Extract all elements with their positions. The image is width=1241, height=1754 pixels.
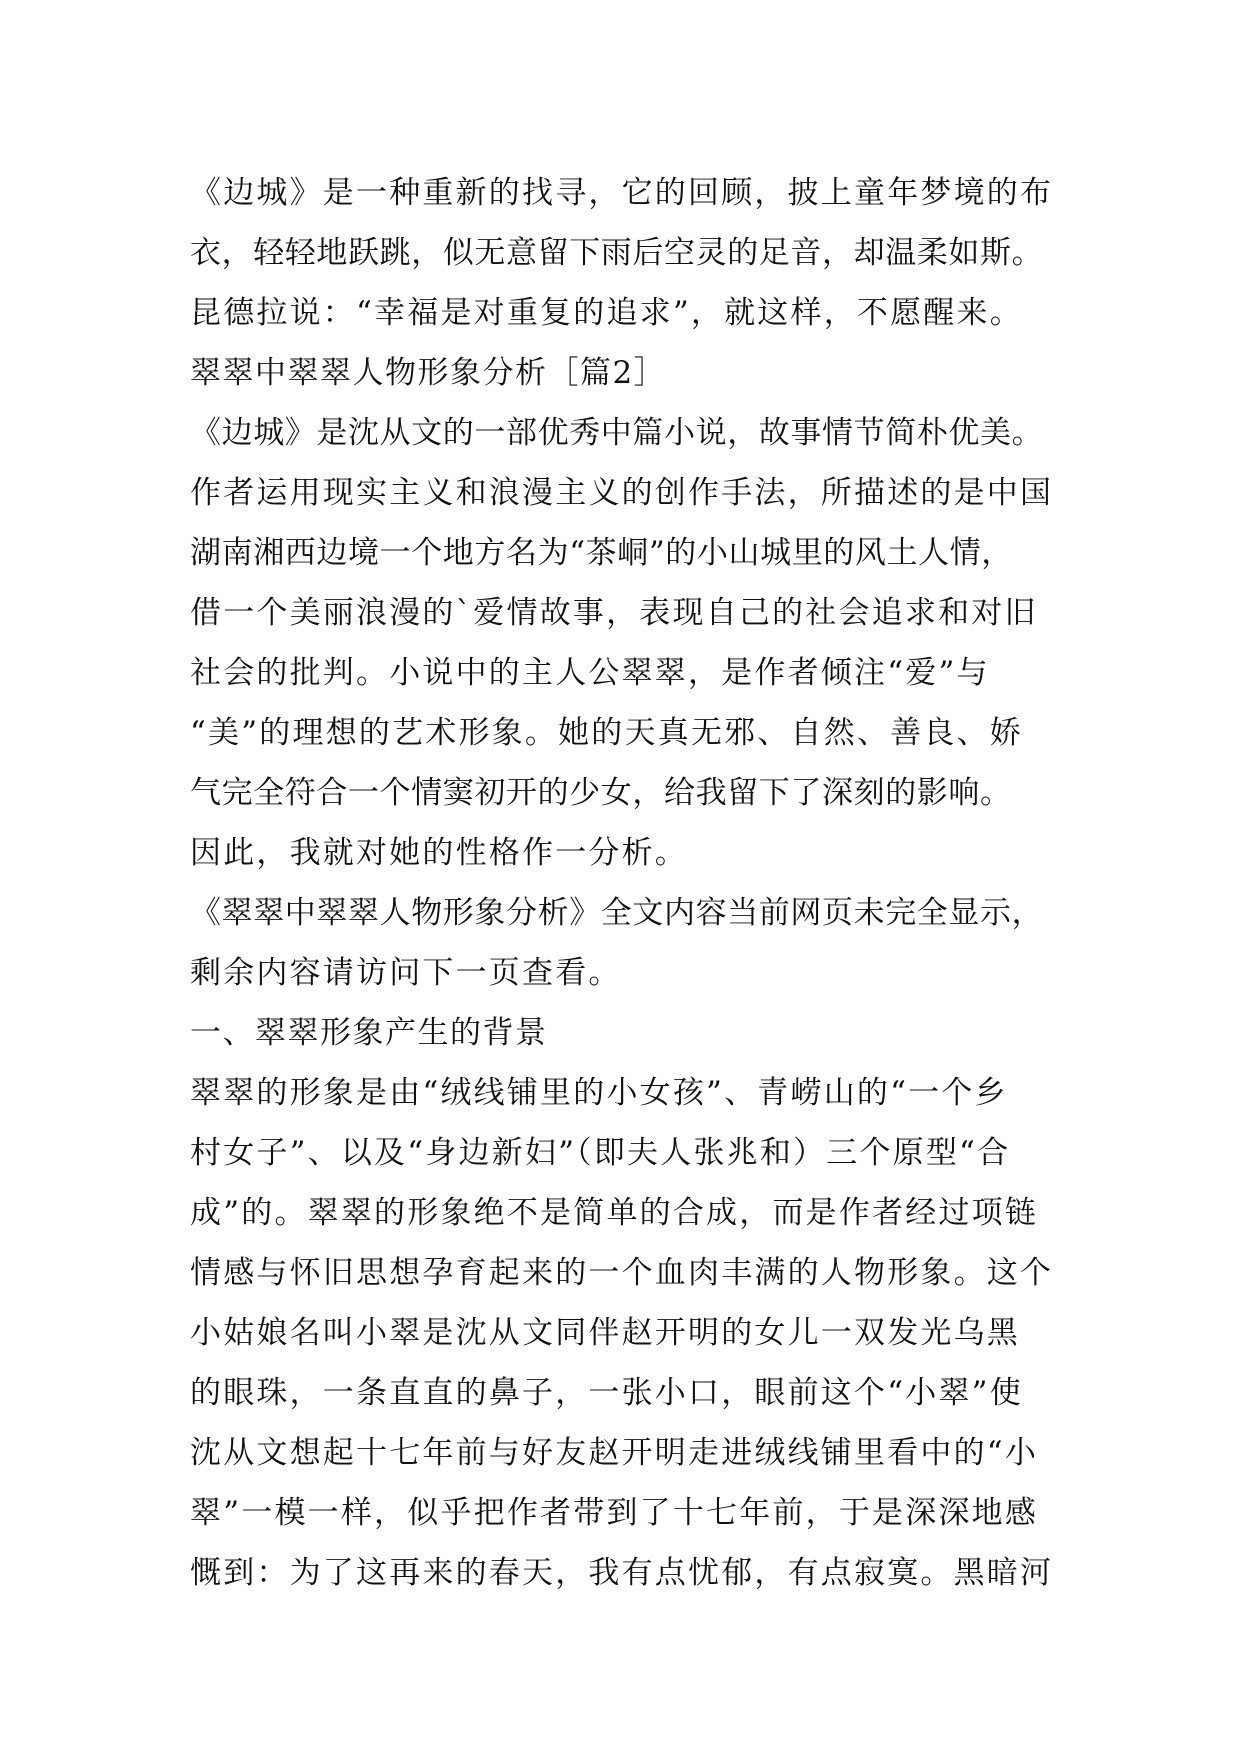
text-line: 昆德拉说：“幸福是对重复的追求”，就这样，不愿醒来。: [190, 295, 1023, 331]
text-line: 翠”一模一样，似乎把作者带到了十七年前，于是深深地感: [190, 1495, 1039, 1531]
text-line: 小姑娘名叫小翠是沈从文同伴赵开明的女儿一双发光乌黑: [190, 1315, 1020, 1351]
text-line: 作者运用现实主义和浪漫主义的创作手法，所描述的是中国: [190, 475, 1054, 511]
text-line: 的眼珠，一条直直的鼻子，一张小口，眼前这个“小翠”使: [190, 1375, 1023, 1411]
text-line: 剩余内容请访问下一页查看。: [190, 955, 622, 991]
text-line: 气完全符合一个情窦初开的少女，给我留下了深刻的影响。: [190, 775, 1012, 811]
text-line: 成”的。翠翠的形象绝不是简单的合成，而是作者经过项链: [190, 1195, 1039, 1231]
text-line: 沈从文想起十七年前与好友赵开明走进绒线铺里看中的“小: [190, 1435, 1039, 1471]
text-line: 《边城》是沈从文的一部优秀中篇小说，故事情节简朴优美。: [190, 415, 1044, 451]
text-line: 社会的批判。小说中的主人公翠翠，是作者倾注“爱”与: [190, 655, 990, 691]
text-line: 借一个美丽浪漫的`爱情故事，表现自己的社会追求和对旧: [190, 595, 1038, 631]
text-line: 情感与怀旧思想孕育起来的一个血肉丰满的人物形象。这个: [190, 1255, 1054, 1291]
text-line: 慨到：为了这再来的春天，我有点忧郁，有点寂寞。黑暗河: [190, 1555, 1054, 1591]
text-line: 衣，轻轻地跃跳，似无意留下雨后空灵的足音，却温柔如斯。: [190, 235, 1044, 271]
text-line: “美”的理想的艺术形象。她的天真无邪、自然、善良、娇: [190, 715, 1023, 751]
text-line: 因此，我就对她的性格作一分析。: [190, 835, 688, 871]
text-line: 村女子”、以及“身边新妇”（即夫人张兆和）三个原型“合: [190, 1135, 1011, 1171]
text-line: 《翠翠中翠翠人物形象分析》全文内容当前网页未完全显示，: [190, 895, 1044, 931]
section-heading: 翠翠中翠翠人物形象分析［篇2］: [190, 355, 667, 391]
text-line: 湖南湘西边境一个地方名为“茶峒”的小山城里的风土人情，: [190, 535, 1013, 571]
text-line: 《边城》是一种重新的找寻，它的回顾，披上童年梦境的布: [190, 175, 1054, 211]
text-line: 翠翠的形象是由“绒线铺里的小女孩”、青崂山的“一个乡: [190, 1075, 1008, 1111]
section-heading: 一、翠翠形象产生的背景: [190, 1015, 548, 1051]
document-body: [190, 163, 1070, 1603]
